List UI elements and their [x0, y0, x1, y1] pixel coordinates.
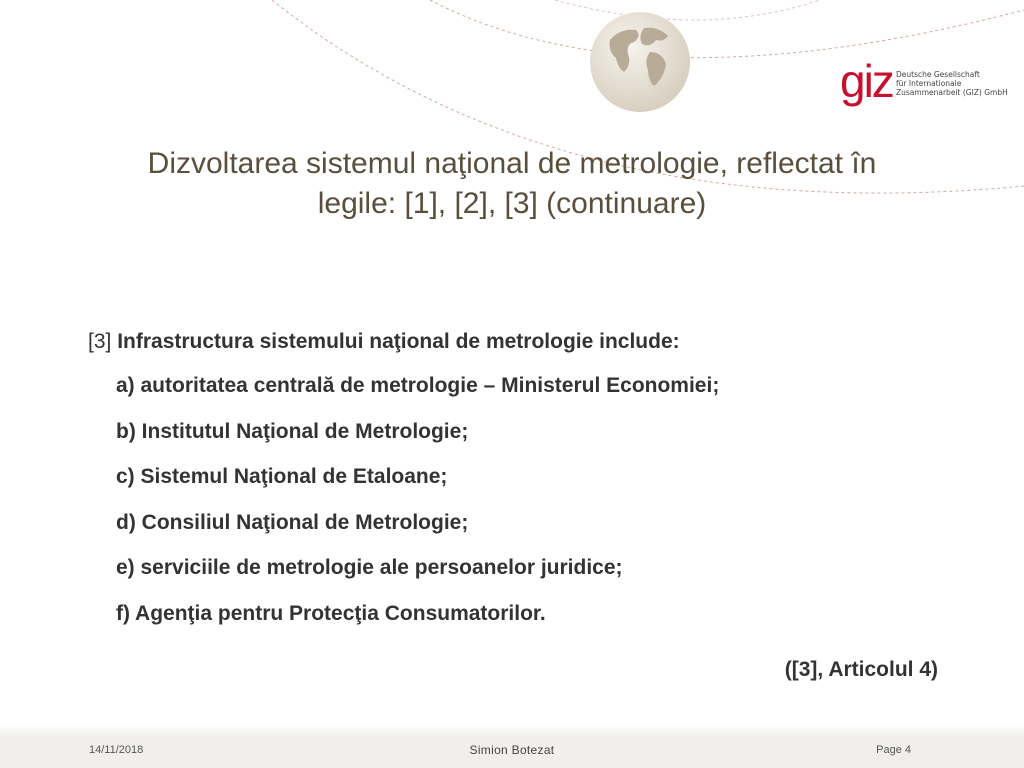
slide-body	[88, 328, 719, 645]
footer	[0, 724, 1024, 768]
intro-text: Infrastructura sistemului naţional de metrologie include:	[117, 330, 680, 353]
logo-line-3: Zusammenarbeit (GIZ) GmbH	[896, 88, 1008, 97]
logo-line-1: Deutsche Gesellschaft	[896, 70, 980, 79]
list-item: c) Sistemul Naţional de Etaloane;	[116, 465, 448, 488]
globe-icon	[588, 10, 692, 114]
giz-logo-mark: giz	[840, 55, 893, 107]
citation: ([3], Articolul 4)	[784, 658, 938, 681]
intro-line	[88, 328, 719, 372]
footer-page-number: Page 4	[876, 744, 911, 756]
list-item: e) serviciile de metrologie ale persoanelor juridice;	[116, 556, 623, 579]
logo-line-2: für Internationale	[896, 79, 962, 88]
title-line-2: legile: [1], [2], [3] (continuare)	[317, 187, 707, 220]
title-line-1: Dizvoltarea sistemul naţional de metrologie, reflectat în	[147, 147, 877, 180]
giz-logo-text	[896, 70, 1006, 97]
intro-ref: [3]	[88, 330, 112, 353]
list-item: d) Consiliul Naţional de Metrologie;	[116, 510, 469, 534]
slide-title	[40, 144, 984, 224]
list-item: a) autoritatea centrală de metrologie – Ministerul Economiei;	[116, 374, 720, 397]
footer-date: 14/11/2018	[89, 744, 144, 756]
footer-gradient	[0, 724, 1024, 738]
footer-author: Simion Botezat	[469, 743, 555, 757]
list-item: f) Agenţia pentru Protecţia Consumatorilor.	[116, 601, 546, 625]
list-item: b) Institutul Naţional de Metrologie;	[116, 419, 469, 443]
